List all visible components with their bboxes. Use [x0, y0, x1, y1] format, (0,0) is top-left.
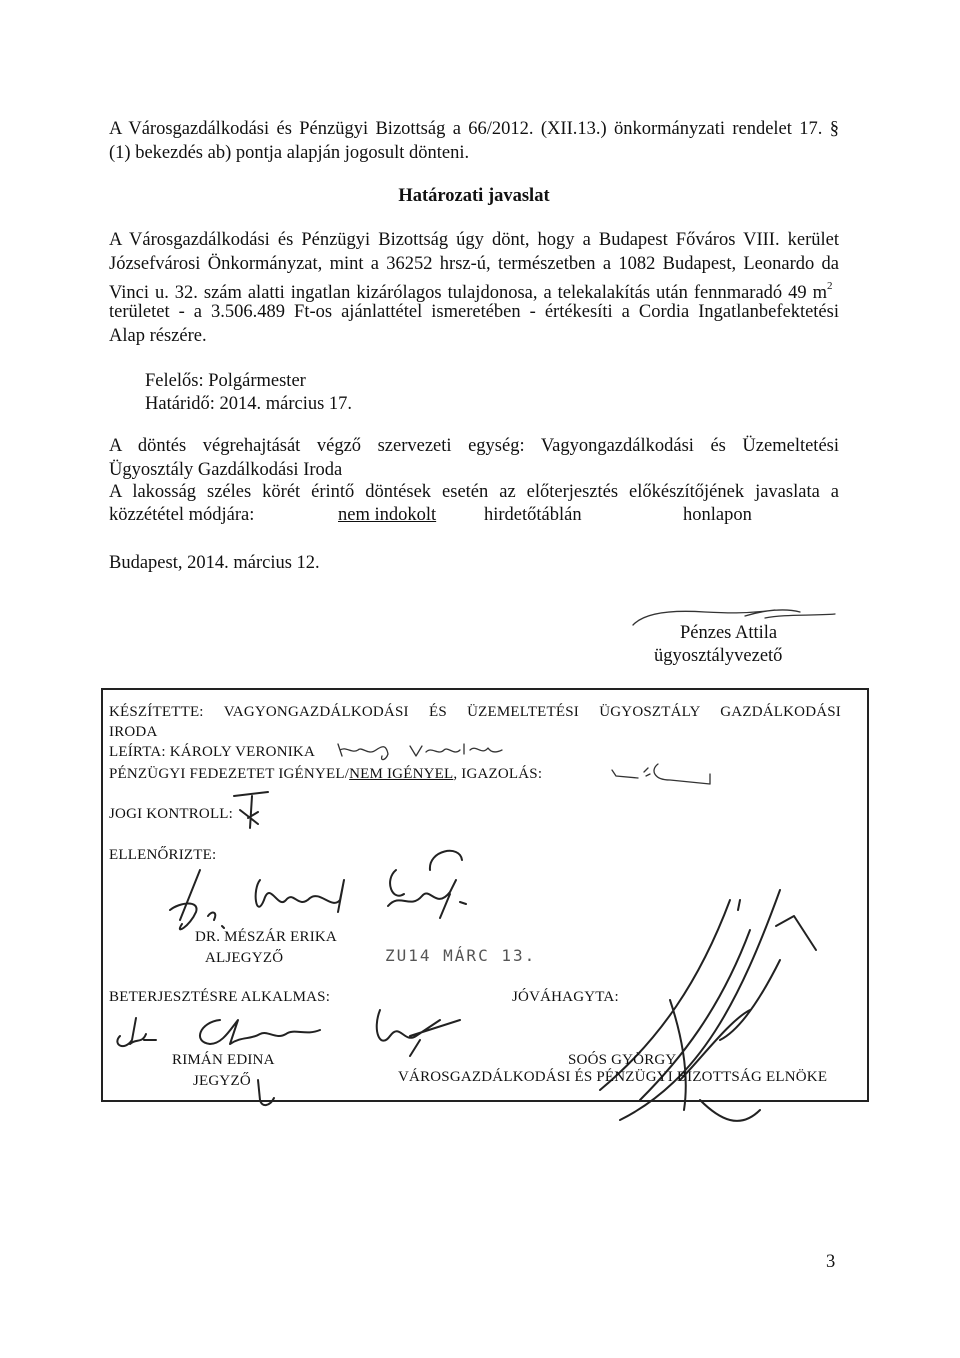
deadline: Határidő: 2014. március 17. [145, 394, 353, 414]
resolution-line-4: területet - a 3.506.489 Ft-os ajánlattétel ismeretében - értékesíti a Cordia Ingatlanbefektetési [109, 302, 839, 322]
finance-suffix: , IGAZOLÁS: [453, 766, 543, 782]
resolution-line-1: A Városgazdálkodási és Pénzügyi Bizottság úgy dönt, hogy a Budapest Főváros VIII. kerület [109, 230, 839, 250]
deputy-notary-name: DR. MÉSZÁR ERIKA [195, 929, 337, 945]
page-number: 3 [826, 1252, 836, 1272]
notary-title: JEGYZŐ [193, 1073, 251, 1089]
finance-signature [610, 756, 730, 792]
square-superscript: 2 [827, 280, 833, 292]
prepared-row [109, 704, 841, 721]
resolution-line-2: Józsefvárosi Önkormányzat, mint a 36252 hrsz-ú, természetben a 1082 Budapest, Leonardo da [109, 254, 839, 274]
submission-label: BETERJESZTÉSRE ALKALMAS: [109, 989, 331, 1005]
place-date: Budapest, 2014. március 12. [109, 553, 320, 573]
publication-option-noticeboard: hirdetőtáblán [484, 505, 582, 525]
legal-control-signature [228, 788, 278, 838]
written-value: KÁROLY VERONIKA [169, 744, 315, 760]
prepared-value: VAGYONGAZDÁLKODÁSI ÉS ÜZEMELTETÉSI ÜGYOSZTÁLY GAZDÁLKODÁSI [223, 704, 842, 720]
finance-prefix: PÉNZÜGYI FEDEZETET IGÉNYEL/ [109, 766, 350, 782]
approver-name: SOÓS GYÖRGY [568, 1052, 677, 1068]
responsible: Felelős: Polgármester [145, 371, 306, 391]
finance-row [109, 766, 542, 783]
resolution-line-3-text: Vinci u. 32. szám alatti ingatlan kizárólagos tulajdonosa, a telekalakítás után fennmaradó 49 m [109, 283, 827, 304]
notary-signature [110, 1000, 510, 1120]
committee-chair-signature [580, 880, 820, 1140]
approval-label: JÓVÁHAGYTA: [512, 989, 619, 1005]
finance-not-needed: NEM IGÉNYEL [349, 766, 454, 782]
checked-label: ELLENŐRIZTE: [109, 847, 217, 863]
signer-title: ügyosztályvezető [654, 646, 783, 666]
deputy-notary-title: ALJEGYZŐ [205, 950, 284, 966]
execution-line-1: A döntés végrehajtását végző szervezeti egység: Vagyongazdálkodási és Üzemeltetési [109, 436, 839, 456]
writer-signature [330, 736, 530, 766]
written-label: LEÍRTA: [109, 744, 166, 760]
signer-name: Pénzes Attila [680, 623, 778, 643]
prepared-label: KÉSZÍTETTE: [109, 704, 204, 720]
intro-line-1: A Városgazdálkodási és Pénzügyi Bizottság a 66/2012. (XII.13.) önkormányzati rendelet 17. § [109, 119, 839, 139]
written-row [109, 744, 315, 761]
approver-title: VÁROSGAZDÁLKODÁSI ÉS PÉNZÜGYI BIZOTTSÁG ELNÖKE [398, 1069, 828, 1085]
prepared-value-2: IRODA [109, 724, 158, 740]
legal-control-label: JOGI KONTROLL: [109, 806, 234, 822]
publication-option-website: honlapon [683, 505, 752, 525]
publication-label: közzététel módjára: [109, 505, 255, 525]
execution-line-2: Ügyosztály Gazdálkodási Iroda [109, 460, 343, 480]
notary-name: RIMÁN EDINA [172, 1052, 275, 1068]
resolution-line-5: Alap részére. [109, 326, 207, 346]
intro-line-2: (1) bekezdés ab) pontja alapján jogosult dönteni. [109, 143, 470, 163]
resolution-heading: Határozati javaslat [398, 186, 550, 206]
publication-line-1: A lakosság széles körét érintő döntések esetén az előterjesztés előkészítőjének javaslata a [109, 482, 839, 502]
publication-option-not-justified: nem indokolt [338, 505, 437, 525]
received-stamp: ZU14 MÁRC 13. [385, 946, 537, 965]
